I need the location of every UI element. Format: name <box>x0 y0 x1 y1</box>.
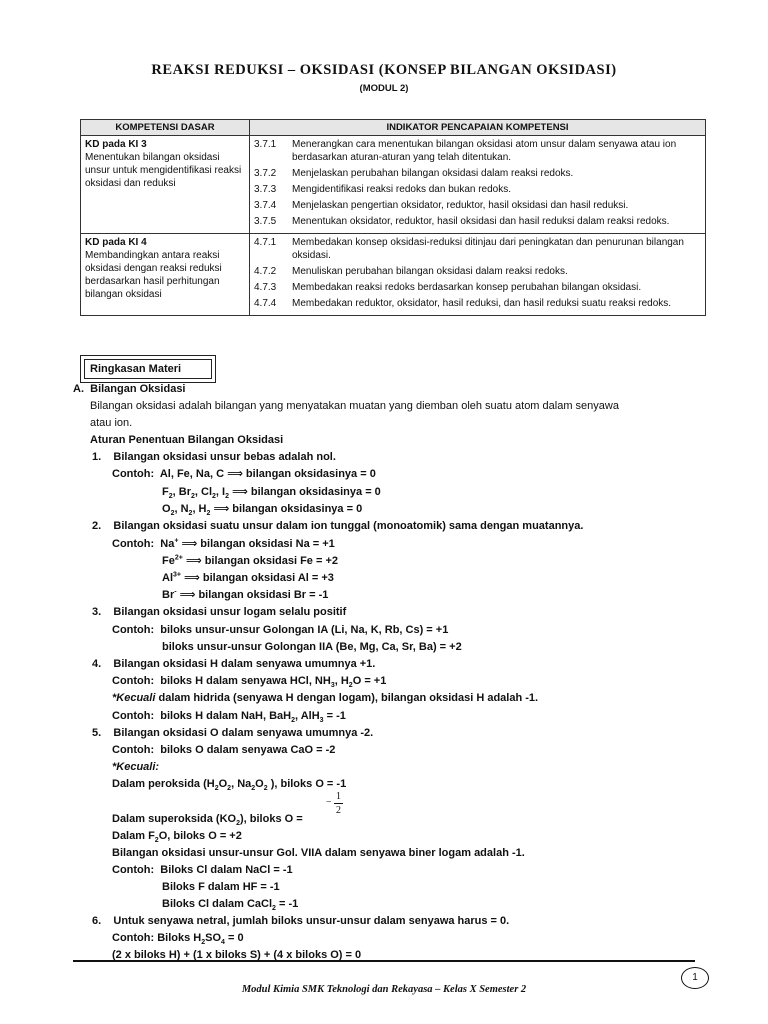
table-header-kd: KOMPETENSI DASAR <box>81 120 250 136</box>
indicator-code: 4.7.1 <box>254 237 277 248</box>
page-title: REAKSI REDUKSI – OKSIDASI (KONSEP BILANGAN OKSIDASI) <box>151 62 617 78</box>
rule-6: 6. Untuk senyawa netral, jumlah biloks unsur-unsur dalam senyawa harus = 0. <box>92 915 510 927</box>
indicator-text: Menjelaskan pengertian oksidator, reduktor, hasil oksidasi dan hasil reduksi. <box>292 200 629 211</box>
example-line: Dalam peroksida ($H_2O_2$, $Na_2O_2$ ), biloks O = -1 <box>112 778 347 793</box>
example-line: Dalam superoksida $(KO_2)$, biloks O = <box>112 813 303 828</box>
rule-1: 1. Bilangan oksidasi unsur bebas adalah nol. <box>92 451 336 463</box>
table-row <box>81 136 706 234</box>
example-line: (2 x biloks H) + (1 x biloks S) + (4 x biloks O) = 0 <box>112 949 362 961</box>
section-heading <box>73 382 186 396</box>
indicator-cell <box>250 136 706 234</box>
indicator-code: 3.7.3 <box>254 184 277 195</box>
summary-box <box>80 355 216 383</box>
example-line: Br- ⟹ bilangan oksidasi Br = -1 <box>162 588 329 601</box>
example-line: Contoh: Biloks $H_2SO_4 = 0$ <box>112 932 244 947</box>
summary-box-label: Ringkasan Materi <box>84 359 212 379</box>
page-subtitle: (MODUL 2) <box>359 83 409 94</box>
indicator-text: Menerangkan cara menentukan bilangan oksidasi atom unsur dalam senyawa atau ion berdasarkan aturan-aturan yang telah ditentukan. <box>292 139 677 163</box>
definition-line: Bilangan oksidasi adalah bilangan yang menyatakan muatan yang diemban oleh suatu atom dalam senyawa <box>90 400 619 412</box>
example-line: Contoh: biloks H dalam senyawa HCl, $NH_3$, $H_2O = +1$ <box>112 675 387 690</box>
example-line: Bilangan oksidasi unsur-unsur Gol. VIIA dalam senyawa biner logam adalah -1. <box>112 847 525 859</box>
kd-title: KD pada KI 4 <box>85 237 147 248</box>
indicator-code: 4.7.2 <box>254 266 277 277</box>
indicator-text: Menentukan oksidator, reduktor, hasil oksidasi dan hasil reduksi dalam reaksi redoks. <box>292 216 670 227</box>
indicator-item <box>254 167 701 180</box>
indicator-code: 4.7.3 <box>254 282 277 293</box>
section-title: Bilangan Oksidasi <box>90 383 186 395</box>
example-line: Contoh: Biloks Cl dalam NaCl = -1 <box>112 864 293 876</box>
table-header-indikator: INDIKATOR PENCAPAIAN KOMPETENSI <box>250 120 706 136</box>
rule-5: 5. Bilangan oksidasi O dalam senyawa umumnya -2. <box>92 727 374 739</box>
table-row <box>81 234 706 316</box>
rule-3: 3. Bilangan oksidasi unsur logam selalu positif <box>92 606 347 618</box>
exception-line: *Kecuali dalam hidrida (senyawa H dengan logam), bilangan oksidasi H adalah -1. <box>112 692 539 704</box>
example-line: $Al^{3+}$ ⟹ bilangan oksidasi Al = +3 <box>162 571 334 584</box>
example-line: $F_2$, $Br_2$, $Cl_2$, $I_2$ ⟹ bilangan oksidasinya = 0 <box>162 486 381 501</box>
rules-heading: Aturan Penentuan Bilangan Oksidasi <box>90 434 284 446</box>
kd-text: Membandingkan antara reaksi oksidasi dengan reaksi reduksi berdasarkan hasil perhitungan bilangan oksidasi <box>85 250 222 300</box>
example-line: Biloks Cl dalam CaCl$_2$ = -1 <box>162 898 299 913</box>
kd-text: Menentukan bilangan oksidasi unsur untuk mengidentifikasi reaksi oksidasi dan reduksi <box>85 152 242 189</box>
rule-4: 4. Bilangan oksidasi H dalam senyawa umumnya +1. <box>92 658 376 670</box>
indicator-item <box>254 297 701 310</box>
indicator-item <box>254 183 701 196</box>
indicator-code: 3.7.1 <box>254 139 277 150</box>
example-line: Dalam $F_2O$, biloks O = +2 <box>112 830 242 845</box>
indicator-text: Membedakan reaksi redoks berdasarkan konsep perubahan bilangan oksidasi. <box>292 282 642 293</box>
footer-text: Modul Kimia SMK Teknologi dan Rekayasa – Kelas X Semester 2 <box>241 984 527 995</box>
page-number: 1 <box>681 967 709 989</box>
example-line: Biloks F dalam HF = -1 <box>162 881 280 893</box>
example-line: $Fe^{2+}$ ⟹ bilangan oksidasi Fe = +2 <box>162 554 338 567</box>
example-line: Contoh: Na+ ⟹ bilangan oksidasi Na = +1 <box>112 537 335 550</box>
example-line: Contoh: biloks H dalam NaH, BaH$_2$, AlH$_3$ = -1 <box>112 710 346 725</box>
indicator-code: 3.7.4 <box>254 200 277 211</box>
footer-divider <box>73 960 695 962</box>
kd-cell <box>81 136 250 234</box>
example-line: $O_2$, $N_2$, $H_2$ ⟹ bilangan oksidasinya = 0 <box>162 503 363 518</box>
rule-2: 2. Bilangan oksidasi suatu unsur dalam ion tunggal (monoatomik) sama dengan muatannya. <box>92 520 584 532</box>
indicator-code: 3.7.2 <box>254 168 277 179</box>
indicator-text: Menuliskan perubahan bilangan oksidasi dalam reaksi redoks. <box>292 266 568 277</box>
indicator-text: Membedakan reduktor, oksidator, hasil reduksi, dan hasil reduksi suatu reaksi redoks. <box>292 298 672 309</box>
indicator-text: Mengidentifikasi reaksi redoks dan bukan redoks. <box>292 184 512 195</box>
indicator-text: Menjelaskan perubahan bilangan oksidasi dalam reaksi redoks. <box>292 168 574 179</box>
table-header-row <box>81 120 706 136</box>
exception-label: *Kecuali: <box>112 761 160 773</box>
indicator-cell <box>250 234 706 316</box>
example-line: Contoh: biloks unsur-unsur Golongan IA (Li, Na, K, Rb, Cs) = +1 <box>112 624 449 636</box>
example-line: Contoh: biloks O dalam senyawa CaO = -2 <box>112 744 336 756</box>
competency-table <box>80 119 706 316</box>
kd-title: KD pada KI 3 <box>85 139 147 150</box>
kd-cell <box>81 234 250 316</box>
example-line: Contoh: Al, Fe, Na, C ⟹ bilangan oksidasinya = 0 <box>112 468 376 480</box>
indicator-item <box>254 236 701 262</box>
indicator-text: Membedakan konsep oksidasi-reduksi ditinjau dari peningkatan dan penurunan bilangan oksidasi. <box>292 237 684 261</box>
example-line: biloks unsur-unsur Golongan IIA (Be, Mg, Ca, Sr, Ba) = +2 <box>162 641 462 653</box>
indicator-item <box>254 265 701 278</box>
section-letter: A. <box>73 383 84 395</box>
indicator-item <box>254 281 701 294</box>
definition-line: atau ion. <box>90 417 133 429</box>
indicator-item <box>254 199 701 212</box>
indicator-item <box>254 215 701 228</box>
indicator-code: 4.7.4 <box>254 298 277 309</box>
indicator-code: 3.7.5 <box>254 216 277 227</box>
indicator-item <box>254 138 701 164</box>
